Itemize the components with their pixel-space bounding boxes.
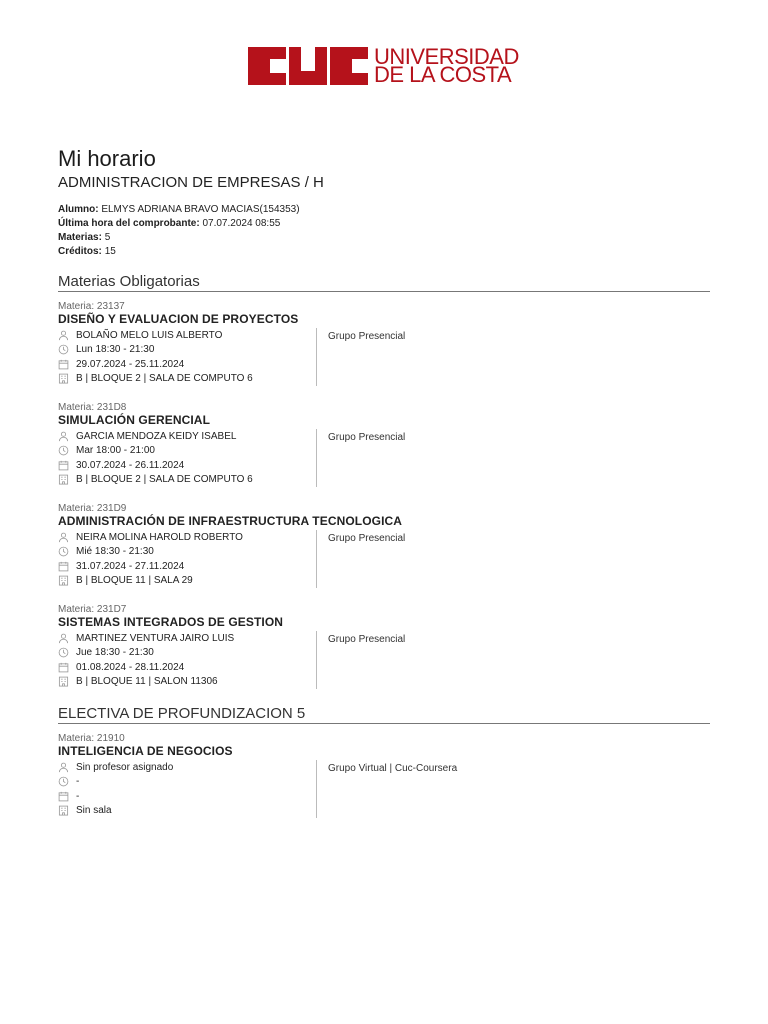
building-icon bbox=[58, 805, 69, 816]
subjects-row bbox=[58, 231, 300, 245]
clock-icon bbox=[58, 546, 69, 557]
student-row bbox=[58, 203, 300, 217]
class-time: Mar 18:00 - 21:00 bbox=[76, 445, 155, 457]
building-icon bbox=[58, 373, 69, 384]
subjects-value: 5 bbox=[104, 232, 111, 243]
room-location: B | BLOQUE 11 | SALA 29 bbox=[76, 575, 193, 587]
person-icon bbox=[58, 431, 69, 442]
date-range: 31.07.2024 - 27.11.2024 bbox=[76, 560, 185, 572]
logo-text bbox=[374, 44, 519, 87]
calendar-icon bbox=[58, 359, 69, 370]
room-location: B | BLOQUE 2 | SALA DE COMPUTO 6 bbox=[76, 474, 253, 486]
date-range: 01.08.2024 - 28.11.2024 bbox=[76, 661, 185, 673]
dates-row bbox=[58, 789, 316, 804]
time-row bbox=[58, 545, 316, 560]
group-type: Grupo Presencial bbox=[328, 634, 406, 645]
course-name: DISEÑO Y EVALUACION DE PROYECTOS bbox=[58, 312, 299, 326]
teacher-name: MARTINEZ VENTURA JAIRO LUIS bbox=[76, 632, 235, 644]
credits-value: 15 bbox=[104, 246, 116, 257]
logo-letter-u bbox=[289, 47, 327, 85]
logo-letter-c-2 bbox=[330, 47, 368, 85]
program-name: ADMINISTRACION DE EMPRESAS / H bbox=[58, 174, 324, 191]
room-location: B | BLOQUE 2 | SALA DE COMPUTO 6 bbox=[76, 373, 253, 385]
course-card bbox=[58, 301, 710, 386]
person-icon bbox=[58, 762, 69, 773]
timestamp-value: 07.07.2024 08:55 bbox=[202, 218, 281, 229]
logo-line-2: DE LA COSTA bbox=[374, 62, 512, 87]
class-time: - bbox=[76, 776, 80, 788]
room-row bbox=[58, 675, 316, 690]
course-card bbox=[58, 604, 710, 689]
credits-label: Créditos: bbox=[58, 246, 102, 257]
building-icon bbox=[58, 676, 69, 687]
group-type: Grupo Presencial bbox=[328, 533, 406, 544]
university-logo bbox=[248, 46, 519, 86]
group-type: Grupo Presencial bbox=[328, 432, 406, 443]
logo-mark bbox=[248, 47, 368, 85]
room-row bbox=[58, 372, 316, 387]
clock-icon bbox=[58, 445, 69, 456]
room-row bbox=[58, 574, 316, 589]
class-time: Jue 18:30 - 21:30 bbox=[76, 647, 154, 659]
course-code: Materia: 231D8 bbox=[58, 402, 127, 413]
page-title: Mi horario bbox=[58, 146, 156, 171]
person-icon bbox=[58, 633, 69, 644]
course-name: SIMULACIÓN GERENCIAL bbox=[58, 413, 210, 427]
logo-letter-c-1 bbox=[248, 47, 286, 85]
student-label: Alumno: bbox=[58, 204, 99, 215]
teacher-row bbox=[58, 631, 316, 646]
clock-icon bbox=[58, 776, 69, 787]
credits-row bbox=[58, 245, 300, 259]
course-code: Materia: 231D7 bbox=[58, 604, 127, 615]
section-title-electiva: ELECTIVA DE PROFUNDIZACION 5 bbox=[58, 705, 710, 724]
dates-row bbox=[58, 458, 316, 473]
course-name: SISTEMAS INTEGRADOS DE GESTION bbox=[58, 615, 284, 629]
teacher-row bbox=[58, 760, 316, 775]
section-title-obligatorias: Materias Obligatorias bbox=[58, 273, 710, 292]
logo-line-1: UNIVERSIDAD bbox=[374, 44, 519, 69]
subjects-label: Materias: bbox=[58, 232, 102, 243]
teacher-name: GARCIA MENDOZA KEIDY ISABEL bbox=[76, 430, 237, 442]
course-code: Materia: 23137 bbox=[58, 301, 125, 312]
date-range: - bbox=[76, 790, 80, 802]
room-row bbox=[58, 804, 316, 819]
clock-icon bbox=[58, 344, 69, 355]
course-card bbox=[58, 402, 710, 487]
building-icon bbox=[58, 474, 69, 485]
dates-row bbox=[58, 559, 316, 574]
course-card bbox=[58, 503, 710, 588]
time-row bbox=[58, 775, 316, 790]
teacher-row bbox=[58, 429, 316, 444]
room-row bbox=[58, 473, 316, 488]
time-row bbox=[58, 343, 316, 358]
dates-row bbox=[58, 660, 316, 675]
person-icon bbox=[58, 330, 69, 341]
room-location: B | BLOQUE 11 | SALON 11306 bbox=[76, 676, 218, 688]
class-time: Mié 18:30 - 21:30 bbox=[76, 546, 154, 558]
calendar-icon bbox=[58, 662, 69, 673]
timestamp-label: Última hora del comprobante: bbox=[58, 218, 200, 229]
timestamp-row bbox=[58, 217, 300, 231]
calendar-icon bbox=[58, 460, 69, 471]
person-icon bbox=[58, 532, 69, 543]
calendar-icon bbox=[58, 791, 69, 802]
calendar-icon bbox=[58, 561, 69, 572]
course-code: Materia: 21910 bbox=[58, 733, 125, 744]
course-name: INTELIGENCIA DE NEGOCIOS bbox=[58, 744, 233, 758]
time-row bbox=[58, 444, 316, 459]
teacher-name: NEIRA MOLINA HAROLD ROBERTO bbox=[76, 531, 243, 543]
time-row bbox=[58, 646, 316, 661]
teacher-name: BOLAÑO MELO LUIS ALBERTO bbox=[76, 329, 223, 341]
page-header bbox=[58, 146, 324, 191]
class-time: Lun 18:30 - 21:30 bbox=[76, 344, 155, 356]
course-name: ADMINISTRACIÓN DE INFRAESTRUCTURA TECNOLOGICA bbox=[58, 514, 403, 528]
building-icon bbox=[58, 575, 69, 586]
room-location: Sin sala bbox=[76, 805, 112, 817]
student-value: ELMYS ADRIANA BRAVO MACIAS(154353) bbox=[101, 204, 300, 215]
teacher-row bbox=[58, 328, 316, 343]
course-code: Materia: 231D9 bbox=[58, 503, 127, 514]
date-range: 29.07.2024 - 25.11.2024 bbox=[76, 358, 185, 370]
date-range: 30.07.2024 - 26.11.2024 bbox=[76, 459, 185, 471]
teacher-row bbox=[58, 530, 316, 545]
group-type: Grupo Presencial bbox=[328, 331, 406, 342]
group-type: Grupo Virtual | Cuc-Coursera bbox=[328, 763, 458, 774]
dates-row bbox=[58, 357, 316, 372]
teacher-name: Sin profesor asignado bbox=[76, 761, 174, 773]
course-card bbox=[58, 733, 710, 818]
clock-icon bbox=[58, 647, 69, 658]
student-info bbox=[58, 203, 300, 259]
